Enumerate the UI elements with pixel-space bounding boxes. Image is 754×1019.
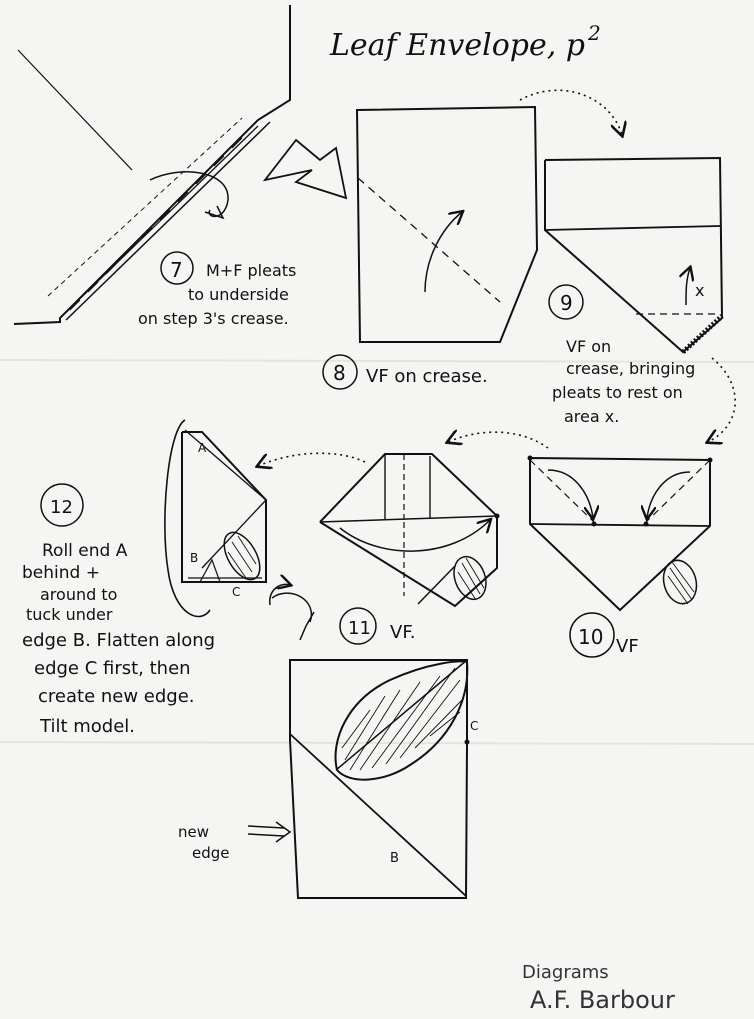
step-7-number: 7 — [170, 258, 183, 282]
step-8-number: 8 — [333, 361, 346, 385]
step-9-drawing — [545, 158, 722, 352]
step-9-number: 9 — [560, 291, 573, 315]
area-x-label: x — [695, 281, 705, 300]
step-9-text-2: crease, bringing — [566, 359, 696, 378]
final-label-B: B — [390, 851, 399, 866]
step-8-text: VF on crease. — [366, 366, 488, 387]
new-edge-label-2: edge — [192, 844, 230, 862]
paper-fold-line — [0, 742, 754, 744]
step-10-text: VF — [616, 636, 639, 657]
step-10-to-11-arrow — [448, 432, 548, 448]
corner-dot — [528, 456, 533, 461]
target-dot — [644, 522, 649, 527]
step-10-number: 10 — [578, 625, 604, 649]
step-12-number: 12 — [50, 497, 73, 518]
step-11-text: VF. — [390, 622, 416, 643]
step-12-text-3: around to — [40, 585, 118, 604]
corner-dot — [708, 458, 713, 463]
corner-dot — [465, 740, 470, 745]
final-model-drawing — [290, 660, 467, 898]
step-12-text-7: create new edge. — [38, 686, 195, 707]
step-12-text-2: behind + — [22, 563, 100, 583]
step-12-drawing — [165, 420, 314, 640]
label-C: C — [232, 585, 241, 599]
credit-line-2: A.F. Barbour — [530, 986, 675, 1014]
step-12-text-8: Tilt model. — [40, 716, 135, 737]
step-12-text-5: edge B. Flatten along — [22, 630, 216, 651]
final-label-C: C — [470, 719, 479, 733]
corner-dot — [495, 514, 500, 519]
new-edge-label-1: new — [178, 823, 210, 841]
credit-line-1: Diagrams — [522, 962, 609, 983]
step-12-text-1: Roll end A — [42, 541, 128, 561]
step-7-text-2: to underside — [188, 285, 289, 304]
label-A: A — [198, 441, 207, 455]
step-9-text-1: VF on — [566, 337, 612, 356]
step-12-text-4: tuck under — [26, 605, 113, 624]
step-9-to-10-arrow — [708, 358, 735, 442]
step-11-number: 11 — [348, 618, 371, 639]
label-B: B — [190, 551, 199, 565]
page-title: Leaf Envelope, p — [330, 28, 586, 63]
step-7-text-1: M+F pleats — [206, 261, 297, 280]
page-number: 2 — [588, 21, 601, 45]
step-9-text-4: area x. — [564, 407, 620, 426]
step-8-drawing — [357, 107, 537, 342]
next-step-arrow — [265, 140, 346, 198]
step-11-to-12-arrow — [258, 453, 365, 466]
step-11-drawing — [320, 454, 497, 606]
step-12-text-6: edge C first, then — [34, 658, 191, 679]
step-7-text-3: on step 3's crease. — [138, 309, 289, 328]
step-10-drawing — [530, 458, 710, 610]
step-9-text-3: pleats to rest on — [552, 383, 683, 402]
new-edge-arrow — [248, 822, 290, 842]
target-dot — [592, 522, 597, 527]
